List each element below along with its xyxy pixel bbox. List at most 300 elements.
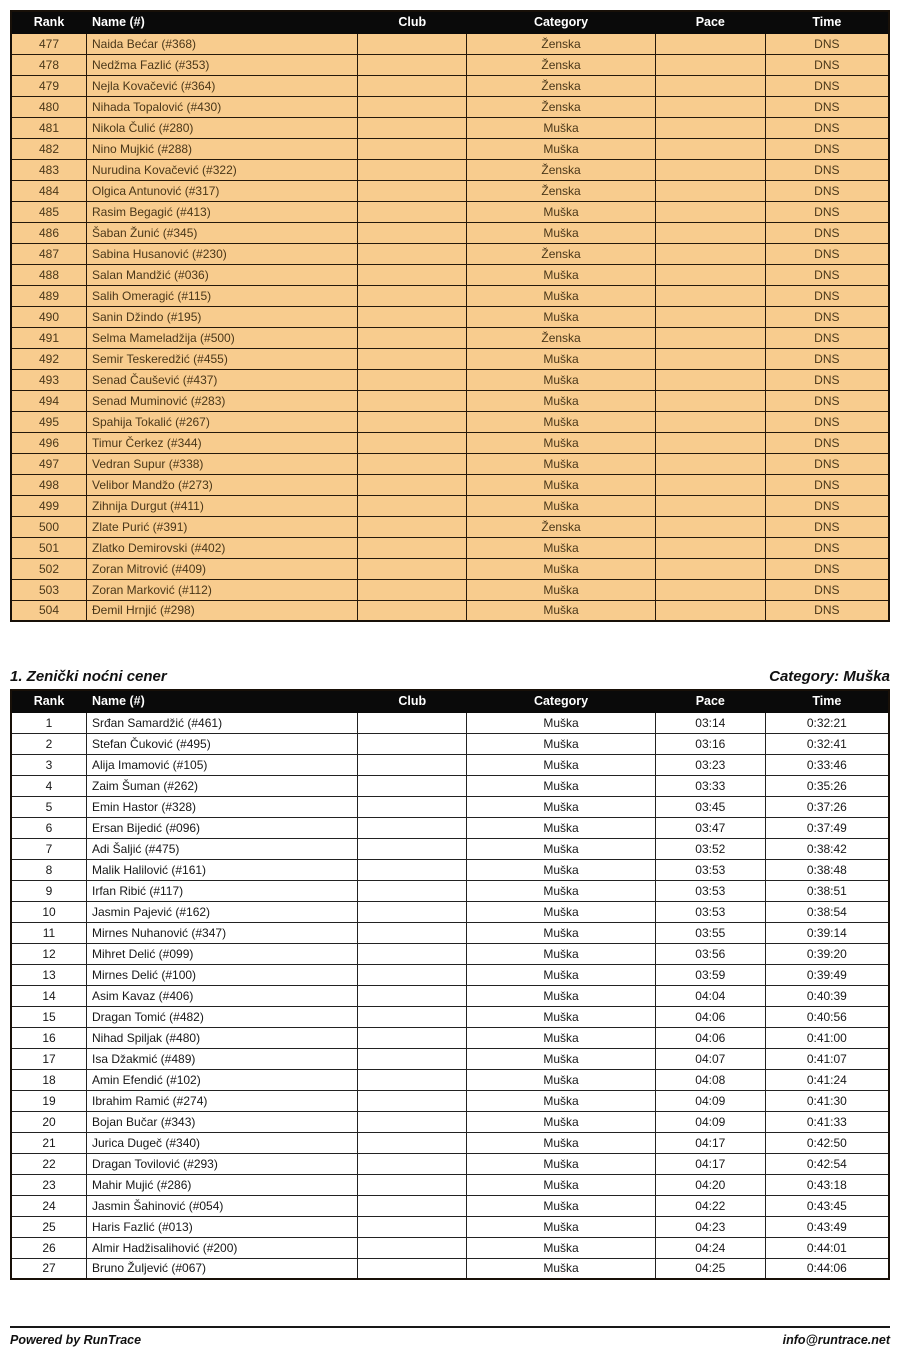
category-cell: Muška — [467, 733, 656, 754]
pace-cell — [655, 411, 765, 432]
name-cell: Zlatko Demirovski (#402) — [87, 537, 358, 558]
time-cell: DNS — [765, 159, 889, 180]
pace-cell: 04:22 — [655, 1195, 765, 1216]
time-cell: 0:32:21 — [765, 712, 889, 733]
rank-cell: 13 — [11, 964, 87, 985]
table-row — [11, 1111, 889, 1132]
table-row — [11, 964, 889, 985]
table-row — [11, 1006, 889, 1027]
table-row — [11, 901, 889, 922]
category-cell: Muška — [467, 537, 656, 558]
club-cell — [358, 537, 467, 558]
rank-cell: 2 — [11, 733, 87, 754]
time-cell: DNS — [765, 495, 889, 516]
rank-cell: 15 — [11, 1006, 87, 1027]
category-cell: Muška — [467, 558, 656, 579]
rank-cell: 487 — [11, 243, 87, 264]
club-cell — [358, 1006, 467, 1027]
time-cell: 0:33:46 — [765, 754, 889, 775]
category-cell: Muška — [467, 1048, 656, 1069]
club-cell — [358, 96, 467, 117]
rank-cell: 16 — [11, 1027, 87, 1048]
time-cell: 0:44:01 — [765, 1237, 889, 1258]
category-cell: Muška — [467, 1174, 656, 1195]
club-cell — [358, 243, 467, 264]
category-cell: Muška — [467, 964, 656, 985]
time-cell: DNS — [765, 432, 889, 453]
time-cell: 0:43:49 — [765, 1216, 889, 1237]
category-cell: Ženska — [467, 75, 656, 96]
table-row — [11, 75, 889, 96]
club-cell — [358, 1153, 467, 1174]
time-cell: DNS — [765, 453, 889, 474]
table-header-row — [11, 11, 889, 33]
rank-cell: 504 — [11, 600, 87, 621]
column-header-name: Name (#) — [87, 690, 358, 712]
category-cell: Muška — [467, 495, 656, 516]
name-cell: Stefan Čuković (#495) — [87, 733, 358, 754]
category-cell: Muška — [467, 817, 656, 838]
name-cell: Alija Imamović (#105) — [87, 754, 358, 775]
name-cell: Mihret Delić (#099) — [87, 943, 358, 964]
club-cell — [358, 1069, 467, 1090]
table-row — [11, 880, 889, 901]
pace-cell — [655, 222, 765, 243]
race-section-header — [10, 668, 890, 685]
pace-cell — [655, 306, 765, 327]
pace-cell: 04:25 — [655, 1258, 765, 1279]
table-row — [11, 796, 889, 817]
rank-cell: 10 — [11, 901, 87, 922]
pace-cell: 04:06 — [655, 1027, 765, 1048]
time-cell: 0:38:51 — [765, 880, 889, 901]
table-row — [11, 1216, 889, 1237]
club-cell — [358, 922, 467, 943]
category-cell: Muška — [467, 1006, 656, 1027]
club-cell — [358, 1090, 467, 1111]
table-header-row — [11, 690, 889, 712]
table-row — [11, 1237, 889, 1258]
club-cell — [358, 1216, 467, 1237]
race-results-table — [10, 689, 890, 1280]
name-cell: Zoran Mitrović (#409) — [87, 558, 358, 579]
club-cell — [358, 1195, 467, 1216]
club-cell — [358, 390, 467, 411]
table-row — [11, 201, 889, 222]
rank-cell: 1 — [11, 712, 87, 733]
time-cell: DNS — [765, 348, 889, 369]
club-cell — [358, 964, 467, 985]
pace-cell — [655, 600, 765, 621]
time-cell: 0:37:26 — [765, 796, 889, 817]
time-cell: 0:39:49 — [765, 964, 889, 985]
race-category-label: Category: Muška — [769, 668, 890, 685]
rank-cell: 21 — [11, 1132, 87, 1153]
club-cell — [358, 348, 467, 369]
club-cell — [358, 411, 467, 432]
rank-cell: 11 — [11, 922, 87, 943]
table-row — [11, 537, 889, 558]
name-cell: Zlate Purić (#391) — [87, 516, 358, 537]
rank-cell: 18 — [11, 1069, 87, 1090]
pace-cell: 03:23 — [655, 754, 765, 775]
pace-cell — [655, 201, 765, 222]
rank-cell: 9 — [11, 880, 87, 901]
table-row — [11, 474, 889, 495]
time-cell: DNS — [765, 516, 889, 537]
name-cell: Selma Mameladžija (#500) — [87, 327, 358, 348]
pace-cell — [655, 285, 765, 306]
time-cell: 0:41:07 — [765, 1048, 889, 1069]
rank-cell: 22 — [11, 1153, 87, 1174]
table-row — [11, 1195, 889, 1216]
table-row — [11, 432, 889, 453]
club-cell — [358, 1258, 467, 1279]
column-header-rank: Rank — [11, 11, 87, 33]
pace-cell — [655, 537, 765, 558]
table-row — [11, 453, 889, 474]
rank-cell: 479 — [11, 75, 87, 96]
time-cell: DNS — [765, 264, 889, 285]
table-row — [11, 579, 889, 600]
column-header-club: Club — [358, 11, 467, 33]
pace-cell: 03:45 — [655, 796, 765, 817]
table-row — [11, 1132, 889, 1153]
pace-cell: 04:09 — [655, 1090, 765, 1111]
column-header-club: Club — [358, 690, 467, 712]
name-cell: Malik Halilović (#161) — [87, 859, 358, 880]
rank-cell: 23 — [11, 1174, 87, 1195]
category-cell: Muška — [467, 201, 656, 222]
table-row — [11, 859, 889, 880]
rank-cell: 480 — [11, 96, 87, 117]
club-cell — [358, 901, 467, 922]
table-row — [11, 1153, 889, 1174]
club-cell — [358, 1111, 467, 1132]
time-cell: 0:41:00 — [765, 1027, 889, 1048]
club-cell — [358, 1174, 467, 1195]
footer-powered-by: Powered by RunTrace — [10, 1333, 142, 1347]
time-cell: DNS — [765, 579, 889, 600]
category-cell: Muška — [467, 390, 656, 411]
name-cell: Nedžma Fazlić (#353) — [87, 54, 358, 75]
table-row — [11, 243, 889, 264]
club-cell — [358, 33, 467, 54]
rank-cell: 498 — [11, 474, 87, 495]
pace-cell — [655, 495, 765, 516]
name-cell: Nejla Kovačević (#364) — [87, 75, 358, 96]
category-cell: Muška — [467, 264, 656, 285]
pace-cell: 03:33 — [655, 775, 765, 796]
table-row — [11, 369, 889, 390]
time-cell: DNS — [765, 306, 889, 327]
pace-cell: 03:52 — [655, 838, 765, 859]
category-cell: Ženska — [467, 159, 656, 180]
pace-cell: 03:53 — [655, 880, 765, 901]
time-cell: DNS — [765, 96, 889, 117]
pace-cell: 03:56 — [655, 943, 765, 964]
name-cell: Dragan Tovilović (#293) — [87, 1153, 358, 1174]
time-cell: 0:38:42 — [765, 838, 889, 859]
club-cell — [358, 943, 467, 964]
time-cell: DNS — [765, 243, 889, 264]
category-cell: Ženska — [467, 33, 656, 54]
time-cell: 0:40:56 — [765, 1006, 889, 1027]
club-cell — [358, 600, 467, 621]
column-header-name: Name (#) — [87, 11, 358, 33]
name-cell: Jurica Dugeč (#340) — [87, 1132, 358, 1153]
pace-cell: 04:06 — [655, 1006, 765, 1027]
club-cell — [358, 117, 467, 138]
rank-cell: 491 — [11, 327, 87, 348]
club-cell — [358, 796, 467, 817]
time-cell: DNS — [765, 222, 889, 243]
rank-cell: 500 — [11, 516, 87, 537]
pace-cell — [655, 159, 765, 180]
category-cell: Ženska — [467, 243, 656, 264]
dns-results-table — [10, 10, 890, 622]
category-cell: Muška — [467, 985, 656, 1006]
rank-cell: 5 — [11, 796, 87, 817]
pace-cell — [655, 180, 765, 201]
time-cell: DNS — [765, 117, 889, 138]
rank-cell: 20 — [11, 1111, 87, 1132]
rank-cell: 3 — [11, 754, 87, 775]
name-cell: Nihada Topalović (#430) — [87, 96, 358, 117]
pace-cell — [655, 474, 765, 495]
table-row — [11, 733, 889, 754]
column-header-category: Category — [467, 11, 656, 33]
club-cell — [358, 180, 467, 201]
time-cell: DNS — [765, 54, 889, 75]
name-cell: Đemil Hrnjić (#298) — [87, 600, 358, 621]
category-cell: Muška — [467, 1027, 656, 1048]
rank-cell: 17 — [11, 1048, 87, 1069]
club-cell — [358, 859, 467, 880]
rank-cell: 7 — [11, 838, 87, 859]
category-cell: Ženska — [467, 516, 656, 537]
rank-cell: 503 — [11, 579, 87, 600]
time-cell: DNS — [765, 600, 889, 621]
pace-cell — [655, 369, 765, 390]
pace-cell — [655, 243, 765, 264]
rank-cell: 27 — [11, 1258, 87, 1279]
rank-cell: 477 — [11, 33, 87, 54]
time-cell: 0:41:33 — [765, 1111, 889, 1132]
name-cell: Sabina Husanović (#230) — [87, 243, 358, 264]
name-cell: Dragan Tomić (#482) — [87, 1006, 358, 1027]
race-title: 1. Zenički noćni cener — [10, 668, 167, 685]
category-cell: Muška — [467, 138, 656, 159]
club-cell — [358, 306, 467, 327]
category-cell: Muška — [467, 1195, 656, 1216]
pace-cell — [655, 390, 765, 411]
table-row — [11, 1090, 889, 1111]
column-header-rank: Rank — [11, 690, 87, 712]
rank-cell: 490 — [11, 306, 87, 327]
pace-cell: 04:09 — [655, 1111, 765, 1132]
rank-cell: 492 — [11, 348, 87, 369]
table-row — [11, 96, 889, 117]
name-cell: Amin Efendić (#102) — [87, 1069, 358, 1090]
name-cell: Nurudina Kovačević (#322) — [87, 159, 358, 180]
rank-cell: 486 — [11, 222, 87, 243]
table-row — [11, 327, 889, 348]
category-cell: Ženska — [467, 96, 656, 117]
time-cell: DNS — [765, 474, 889, 495]
category-cell: Muška — [467, 474, 656, 495]
rank-cell: 482 — [11, 138, 87, 159]
column-header-category: Category — [467, 690, 656, 712]
name-cell: Jasmin Pajević (#162) — [87, 901, 358, 922]
rank-cell: 497 — [11, 453, 87, 474]
category-cell: Muška — [467, 369, 656, 390]
club-cell — [358, 754, 467, 775]
name-cell: Mirnes Nuhanović (#347) — [87, 922, 358, 943]
club-cell — [358, 327, 467, 348]
column-header-time: Time — [765, 690, 889, 712]
time-cell: 0:42:50 — [765, 1132, 889, 1153]
time-cell: 0:41:24 — [765, 1069, 889, 1090]
time-cell: 0:39:20 — [765, 943, 889, 964]
column-header-pace: Pace — [655, 11, 765, 33]
category-cell: Muška — [467, 222, 656, 243]
table-row — [11, 922, 889, 943]
pace-cell: 03:59 — [655, 964, 765, 985]
rank-cell: 8 — [11, 859, 87, 880]
time-cell: 0:41:30 — [765, 1090, 889, 1111]
time-cell: DNS — [765, 411, 889, 432]
name-cell: Jasmin Šahinović (#054) — [87, 1195, 358, 1216]
category-cell: Ženska — [467, 180, 656, 201]
time-cell: 0:35:26 — [765, 775, 889, 796]
club-cell — [358, 138, 467, 159]
rank-cell: 481 — [11, 117, 87, 138]
table-row — [11, 180, 889, 201]
club-cell — [358, 54, 467, 75]
pace-cell: 03:47 — [655, 817, 765, 838]
time-cell: DNS — [765, 369, 889, 390]
name-cell: Haris Fazlić (#013) — [87, 1216, 358, 1237]
club-cell — [358, 516, 467, 537]
category-cell: Muška — [467, 1090, 656, 1111]
time-cell: DNS — [765, 558, 889, 579]
category-cell: Muška — [467, 754, 656, 775]
table-row — [11, 285, 889, 306]
name-cell: Nikola Čulić (#280) — [87, 117, 358, 138]
time-cell: DNS — [765, 75, 889, 96]
name-cell: Irfan Ribić (#117) — [87, 880, 358, 901]
name-cell: Timur Čerkez (#344) — [87, 432, 358, 453]
pace-cell: 04:17 — [655, 1132, 765, 1153]
pace-cell: 04:23 — [655, 1216, 765, 1237]
table-row — [11, 495, 889, 516]
table-row — [11, 411, 889, 432]
name-cell: Senad Muminović (#283) — [87, 390, 358, 411]
club-cell — [358, 1048, 467, 1069]
name-cell: Ersan Bijedić (#096) — [87, 817, 358, 838]
name-cell: Almir Hadžisalihović (#200) — [87, 1237, 358, 1258]
name-cell: Mirnes Delić (#100) — [87, 964, 358, 985]
pace-cell: 03:53 — [655, 859, 765, 880]
table-row — [11, 712, 889, 733]
pace-cell: 03:16 — [655, 733, 765, 754]
category-cell: Muška — [467, 432, 656, 453]
rank-cell: 488 — [11, 264, 87, 285]
table-row — [11, 600, 889, 621]
club-cell — [358, 733, 467, 754]
pace-cell: 04:17 — [655, 1153, 765, 1174]
name-cell: Semir Teskeredžić (#455) — [87, 348, 358, 369]
name-cell: Velibor Mandžo (#273) — [87, 474, 358, 495]
table-row — [11, 1027, 889, 1048]
table-row — [11, 516, 889, 537]
category-cell: Muška — [467, 117, 656, 138]
table-row — [11, 754, 889, 775]
category-cell: Muška — [467, 1132, 656, 1153]
name-cell: Nihad Spiljak (#480) — [87, 1027, 358, 1048]
category-cell: Muška — [467, 600, 656, 621]
rank-cell: 4 — [11, 775, 87, 796]
category-cell: Muška — [467, 1216, 656, 1237]
name-cell: Bruno Žuljević (#067) — [87, 1258, 358, 1279]
time-cell: 0:32:41 — [765, 733, 889, 754]
rank-cell: 495 — [11, 411, 87, 432]
rank-cell: 502 — [11, 558, 87, 579]
club-cell — [358, 201, 467, 222]
name-cell: Ibrahim Ramić (#274) — [87, 1090, 358, 1111]
name-cell: Vedran Supur (#338) — [87, 453, 358, 474]
column-header-time: Time — [765, 11, 889, 33]
rank-cell: 501 — [11, 537, 87, 558]
category-cell: Muška — [467, 306, 656, 327]
category-cell: Muška — [467, 1111, 656, 1132]
club-cell — [358, 579, 467, 600]
club-cell — [358, 838, 467, 859]
category-cell: Muška — [467, 1258, 656, 1279]
rank-cell: 25 — [11, 1216, 87, 1237]
table-row — [11, 775, 889, 796]
pace-cell: 04:07 — [655, 1048, 765, 1069]
table-row — [11, 306, 889, 327]
time-cell: 0:43:45 — [765, 1195, 889, 1216]
name-cell: Isa Džakmić (#489) — [87, 1048, 358, 1069]
name-cell: Mahir Mujić (#286) — [87, 1174, 358, 1195]
club-cell — [358, 453, 467, 474]
category-cell: Muška — [467, 943, 656, 964]
time-cell: DNS — [765, 537, 889, 558]
name-cell: Adi Šaljić (#475) — [87, 838, 358, 859]
pace-cell: 03:14 — [655, 712, 765, 733]
pace-cell — [655, 558, 765, 579]
time-cell: DNS — [765, 180, 889, 201]
pace-cell — [655, 138, 765, 159]
rank-cell: 6 — [11, 817, 87, 838]
rank-cell: 499 — [11, 495, 87, 516]
time-cell: 0:38:48 — [765, 859, 889, 880]
category-cell: Ženska — [467, 54, 656, 75]
name-cell: Olgica Antunović (#317) — [87, 180, 358, 201]
pace-cell — [655, 348, 765, 369]
club-cell — [358, 712, 467, 733]
category-cell: Muška — [467, 1237, 656, 1258]
club-cell — [358, 1027, 467, 1048]
category-cell: Muška — [467, 859, 656, 880]
table-row — [11, 159, 889, 180]
table-row — [11, 1048, 889, 1069]
pace-cell — [655, 432, 765, 453]
pace-cell — [655, 264, 765, 285]
